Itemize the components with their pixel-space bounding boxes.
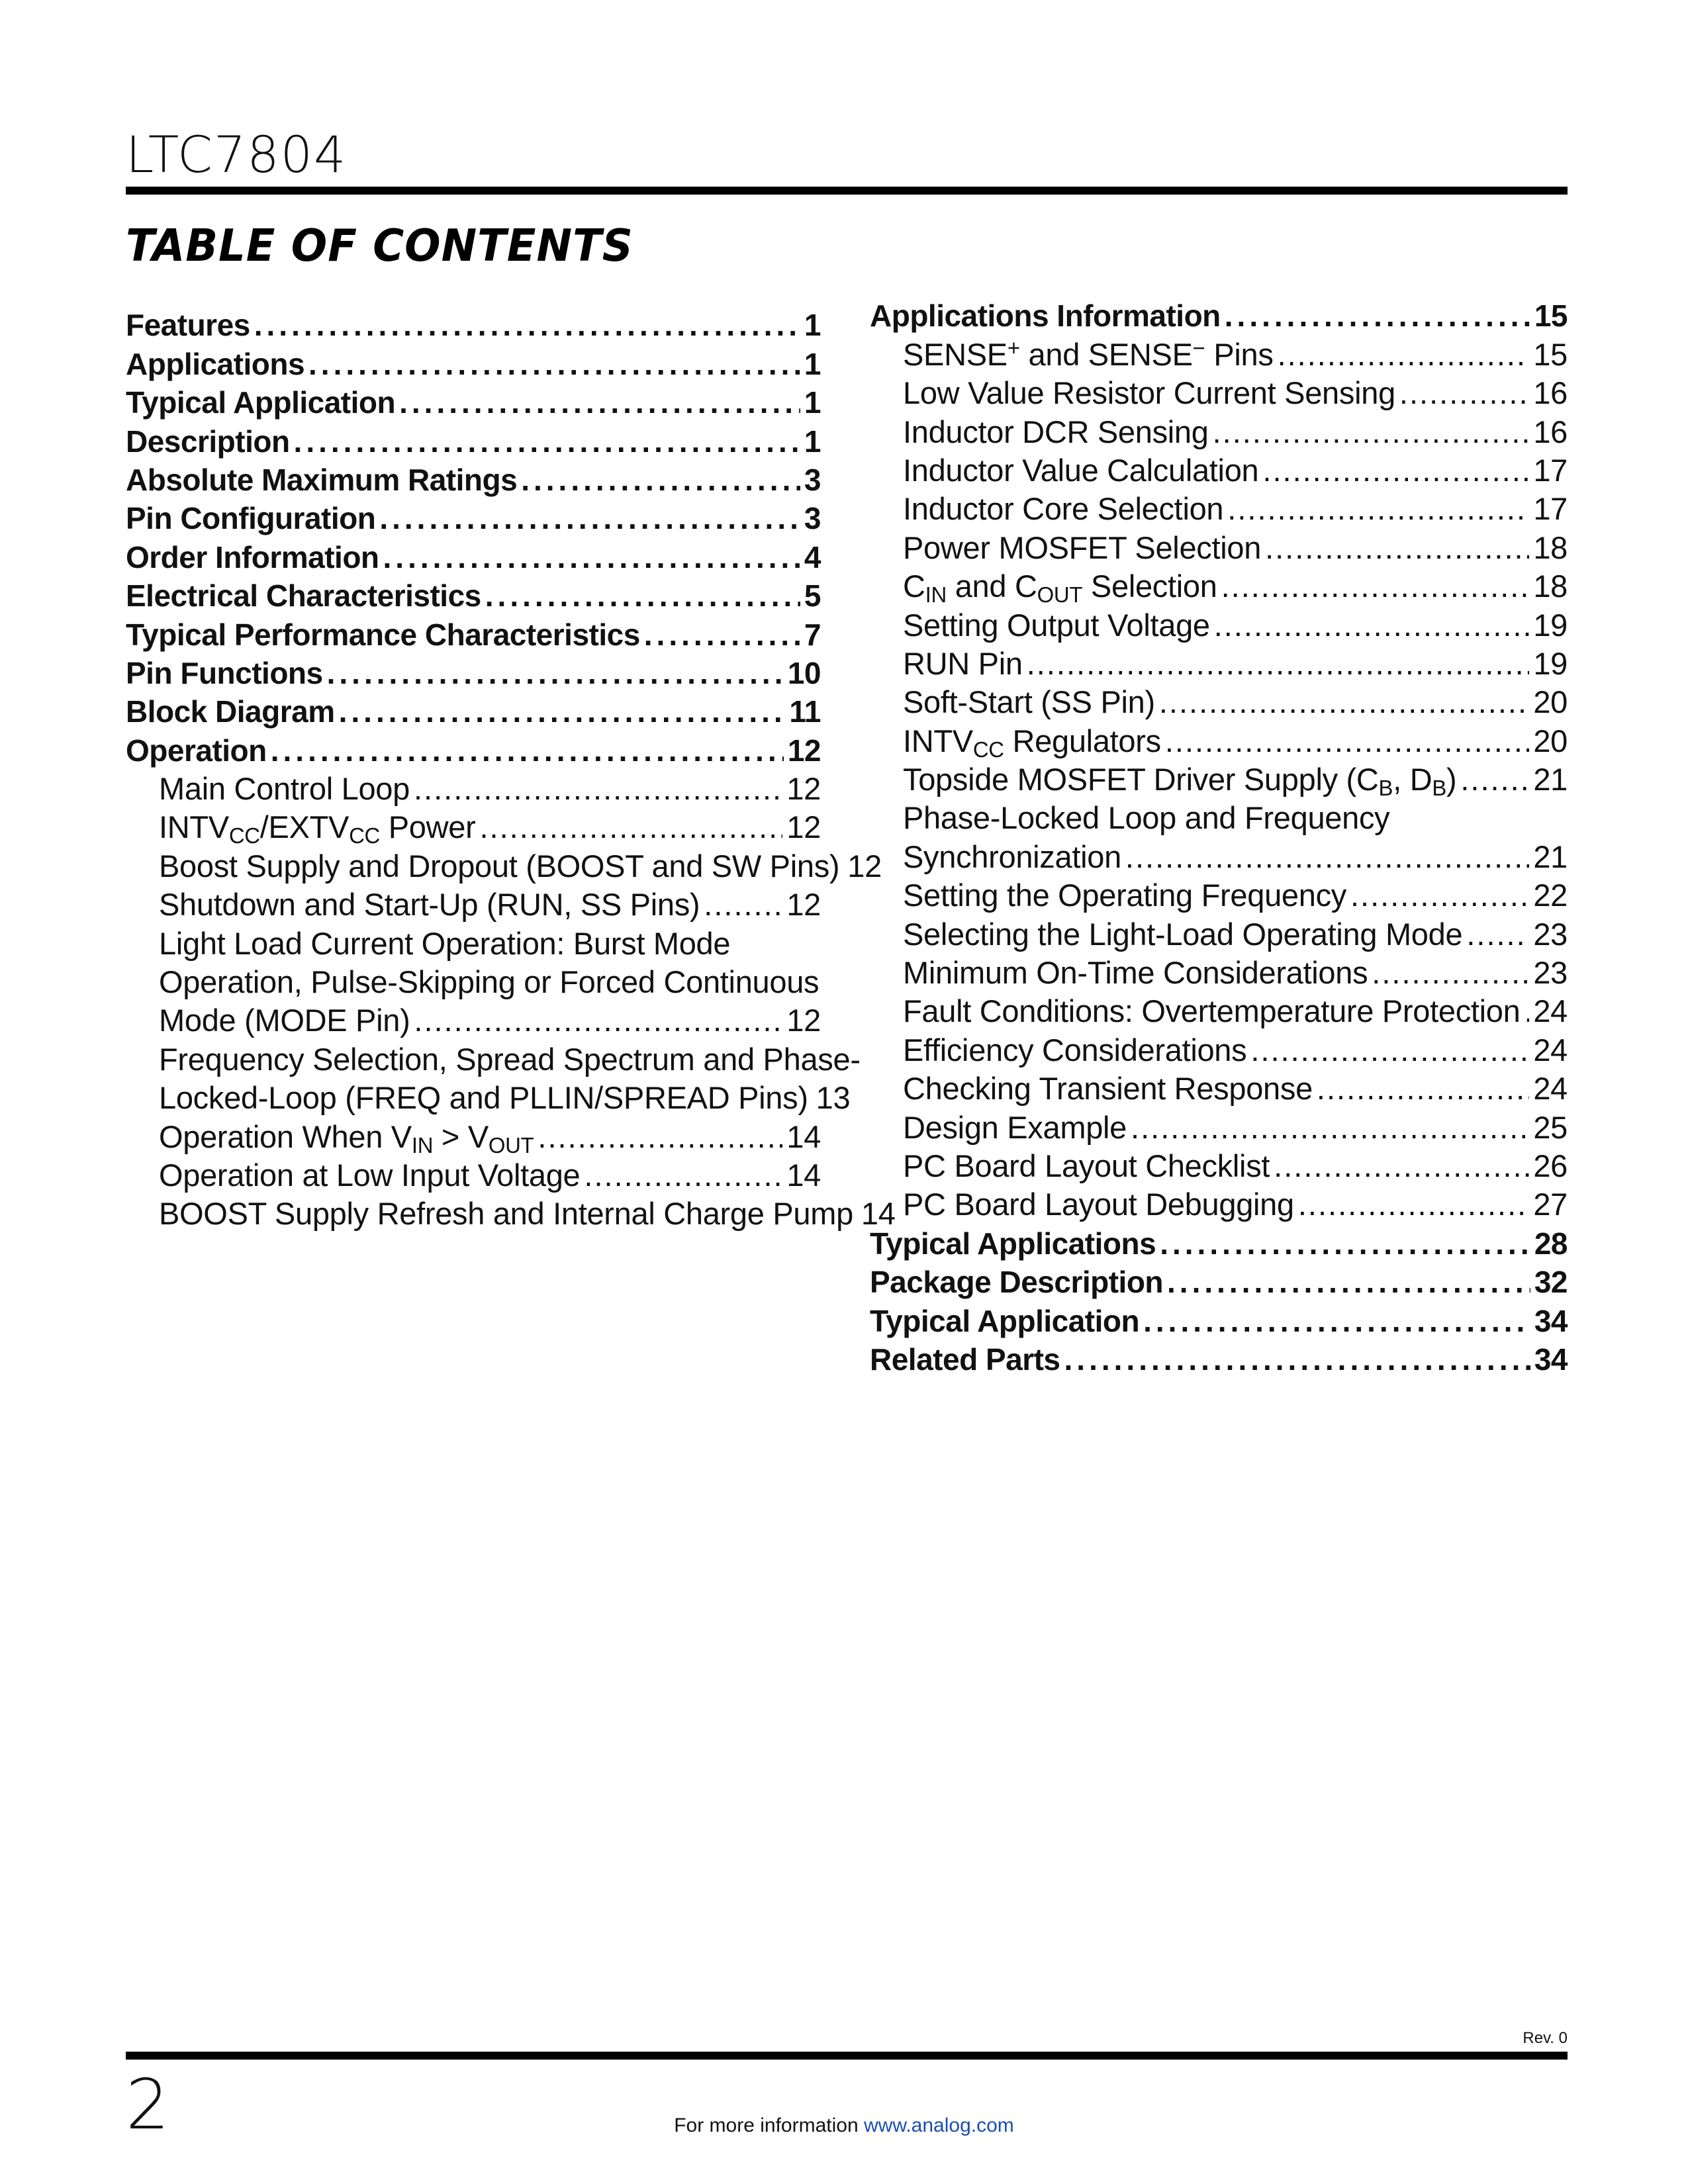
toc-entry-label: Inductor DCR Sensing <box>903 414 1209 449</box>
toc-entry-pin-functions[interactable] <box>126 650 821 688</box>
toc-entry-page: 7 <box>804 617 821 652</box>
toc-entry-page: 21 <box>1533 839 1568 874</box>
toc-entry-page: 24 <box>1533 993 1568 1029</box>
toc-entry-setting-output-voltage[interactable] <box>870 602 1568 643</box>
toc-entry-typical-application[interactable] <box>870 1297 1568 1336</box>
dot-leader <box>254 310 800 340</box>
toc-entry-fault-conditions-overtemperature-protection[interactable] <box>870 988 1568 1029</box>
toc-entry-label: Power MOSFET Selection <box>903 529 1262 565</box>
dot-leader <box>644 619 800 650</box>
toc-entry-page: 20 <box>1533 684 1568 720</box>
toc-entry-pin-configuration[interactable] <box>126 495 821 536</box>
toc-entry-intvcc-regulators[interactable] <box>870 717 1568 762</box>
dot-leader <box>1460 764 1529 795</box>
toc-entry-page: 13 <box>816 1080 851 1116</box>
toc-entry-label: PC Board Layout Debugging <box>903 1187 1294 1222</box>
dot-leader <box>414 773 782 804</box>
dot-leader <box>1165 725 1529 756</box>
toc-entry-order-information[interactable] <box>126 533 821 572</box>
toc-entry-operation[interactable] <box>126 727 821 768</box>
dot-leader <box>1064 1344 1530 1375</box>
toc-entry-label: Boost Supply and Dropout (BOOST and SW Pins) <box>159 848 840 884</box>
toc-entry-label: Typical Application <box>126 385 396 420</box>
toc-entry-label: SENSE+ and SENSE− Pins <box>903 335 1274 372</box>
header-rule <box>126 187 1568 195</box>
toc-entry-electrical-characteristics[interactable] <box>126 572 821 614</box>
toc-entry-page: 21 <box>1533 762 1568 797</box>
toc-entry-label: Synchronization <box>903 839 1121 874</box>
toc-entry-intvcc-extvcc-power[interactable] <box>126 804 821 848</box>
toc-entry-inductor-value-calculation[interactable] <box>870 447 1568 486</box>
toc-entry-related-parts[interactable] <box>870 1336 1568 1375</box>
toc-entry-page: 32 <box>1534 1265 1568 1300</box>
toc-entry-label: PC Board Layout Checklist <box>903 1148 1270 1183</box>
toc-entry-mode-mode-pin[interactable] <box>126 997 821 1036</box>
toc-entry-page: 14 <box>861 1196 896 1232</box>
toc-entry-page: 12 <box>847 848 882 884</box>
dot-leader <box>414 1005 782 1036</box>
toc-entry-features[interactable] <box>126 302 821 343</box>
toc-entry-checking-transient-response[interactable] <box>870 1066 1568 1107</box>
dot-leader <box>1262 455 1529 486</box>
dot-leader <box>521 465 800 495</box>
toc-entry-label: Setting the Operating Frequency <box>903 878 1346 913</box>
dot-leader <box>1278 339 1530 370</box>
toc-entry-page: 24 <box>1533 1071 1568 1107</box>
toc-entry-page: 34 <box>1534 1342 1568 1377</box>
toc-entry-label: Package Description <box>870 1265 1164 1300</box>
dot-leader <box>1131 1112 1529 1143</box>
dot-leader <box>584 1160 782 1191</box>
toc-entry-topside-mosfet-driver-supply-cb-db[interactable] <box>870 756 1568 801</box>
toc-entry-page: 1 <box>804 385 821 420</box>
toc-right-column <box>870 293 1568 1375</box>
toc-entry-label: Checking Transient Response <box>903 1071 1313 1107</box>
dot-leader <box>379 503 800 533</box>
dot-leader <box>1125 841 1529 872</box>
toc-entry-page: 1 <box>804 424 821 459</box>
footer-rule <box>126 2052 1568 2060</box>
footer-info <box>0 2115 1688 2137</box>
toc-entry-description[interactable] <box>126 418 821 459</box>
toc-entry-run-pin[interactable] <box>870 641 1568 679</box>
toc-entry-page: 19 <box>1533 645 1568 681</box>
toc-entry-page: 12 <box>786 887 821 923</box>
dot-leader <box>1265 532 1529 563</box>
dot-leader <box>1524 995 1529 1026</box>
toc-entry-page: 4 <box>804 539 821 574</box>
toc-entry-page: 25 <box>1533 1109 1568 1145</box>
toc-entry-page: 15 <box>1533 336 1568 372</box>
toc-entry-page: 1 <box>804 346 821 381</box>
dot-leader <box>1027 648 1530 679</box>
toc-entry-efficiency-considerations[interactable] <box>870 1026 1568 1068</box>
toc-entry-label: Operation When $V_{IN} > V_{OUT}$ <box>159 1118 534 1158</box>
toc-entry-sense-and-sense-pins[interactable] <box>870 331 1568 372</box>
toc-entry-page: 1 <box>804 308 821 343</box>
toc-entry-soft-start-ss-pin[interactable] <box>870 679 1568 720</box>
toc-entry-label: Operation <box>126 733 267 768</box>
toc-entry-page: 20 <box>1533 723 1568 758</box>
toc-entry-selecting-the-light-load-operating-mode[interactable] <box>870 911 1568 952</box>
toc-entry-page: 12 <box>786 809 821 845</box>
dot-leader <box>1250 1034 1529 1066</box>
toc-entry-light-load-current-operation-burst-mode[interactable] <box>126 920 821 961</box>
dot-leader <box>1143 1306 1530 1336</box>
toc-entry-page: 23 <box>1533 955 1568 991</box>
toc-entry-label: Efficiency Considerations <box>903 1032 1247 1068</box>
dot-leader <box>1214 610 1530 641</box>
toc-entry-page: 18 <box>1533 569 1568 604</box>
dot-leader <box>1160 1228 1530 1259</box>
toc-entry-label: Related Parts <box>870 1342 1060 1377</box>
toc-entry-label: Applications <box>126 346 305 381</box>
toc-entry-label: Features <box>126 308 250 343</box>
toc-entry-applications[interactable] <box>126 340 821 379</box>
toc-entry-label: Frequency Selection, Spread Spectrum and Phase- <box>159 1041 861 1077</box>
dot-leader <box>1372 957 1529 988</box>
toc-entry-page: 12 <box>787 733 821 768</box>
dot-leader <box>327 658 784 688</box>
dot-leader <box>308 349 800 379</box>
toc-entry-cin-and-cout-selection[interactable] <box>870 563 1568 608</box>
toc-entry-label: Setting Output Voltage <box>903 607 1210 643</box>
toc-entry-synchronization[interactable] <box>870 833 1568 872</box>
toc-entry-label: Shutdown and Start-Up (RUN, SS Pins) <box>159 887 700 923</box>
dot-leader <box>1167 1267 1530 1297</box>
dot-leader <box>1317 1073 1529 1104</box>
toc-entry-minimum-on-time-considerations[interactable] <box>870 950 1568 991</box>
toc-entry-page: 16 <box>1533 414 1568 449</box>
toc-entry-page: 17 <box>1533 491 1568 527</box>
toc-entry-inductor-dcr-sensing[interactable] <box>870 408 1568 447</box>
dot-leader <box>399 387 800 418</box>
dot-leader <box>1399 377 1529 408</box>
toc-entry-phase-locked-loop-and-frequency[interactable] <box>870 795 1568 836</box>
toc-entry-page: 14 <box>786 1157 821 1193</box>
toc-entry-page: 19 <box>1533 607 1568 643</box>
toc-entry-page: 24 <box>1533 1032 1568 1068</box>
dot-leader <box>1466 919 1529 950</box>
toc-left-column <box>126 302 896 1232</box>
toc-entry-page: 15 <box>1534 298 1568 334</box>
toc-entry-setting-the-operating-frequency[interactable] <box>870 872 1568 911</box>
toc-entry-inductor-core-selection[interactable] <box>870 486 1568 527</box>
dot-leader <box>339 696 786 727</box>
dot-leader <box>479 811 782 842</box>
dot-leader <box>383 542 800 572</box>
toc-entry-page: 10 <box>787 655 821 690</box>
toc-entry-typical-application[interactable] <box>126 379 821 418</box>
dot-leader <box>1213 416 1530 447</box>
toc-entry-label: Minimum On-Time Considerations <box>903 955 1368 991</box>
toc-entry-page: 12 <box>786 771 821 807</box>
dot-leader <box>485 580 800 611</box>
toc-entry-label: Phase-Locked Loop and Frequency <box>903 800 1390 836</box>
dot-leader <box>1221 570 1530 602</box>
toc-entry-typical-applications[interactable] <box>870 1220 1568 1261</box>
toc-entry-page: 3 <box>804 462 821 497</box>
toc-entry-page: 26 <box>1533 1148 1568 1183</box>
toc-entry-boost-supply-and-dropout-boost-and-sw-pins[interactable] <box>126 842 882 884</box>
toc-entry-operation-when-vin-vout[interactable] <box>126 1113 821 1158</box>
dot-leader <box>1298 1189 1529 1220</box>
toc-entry-label: Topside MOSFET Driver Supply ($C_B$, $D_B$) <box>903 762 1457 801</box>
toc-entry-label: RUN Pin <box>903 645 1023 681</box>
toc-entry-package-description[interactable] <box>870 1259 1568 1300</box>
toc-entry-label: Absolute Maximum Ratings <box>126 462 518 497</box>
toc-entry-label: Operation at Low Input Voltage <box>159 1157 581 1193</box>
toc-entry-pc-board-layout-debugging[interactable] <box>870 1181 1568 1220</box>
toc-entry-page: 16 <box>1533 375 1568 411</box>
toc-entry-label: Selecting the Light-Load Operating Mode <box>903 916 1463 952</box>
toc-entry-page: 17 <box>1533 452 1568 488</box>
toc-entry-label: Soft-Start (SS Pin) <box>903 684 1155 720</box>
toc-entry-design-example[interactable] <box>870 1104 1568 1145</box>
toc-entry-page: 18 <box>1533 529 1568 565</box>
toc-entry-label: BOOST Supply Refresh and Internal Charge Pump <box>159 1196 853 1232</box>
toc-entry-label: Light Load Current Operation: Burst Mode <box>159 925 731 961</box>
toc-entry-label: Applications Information <box>870 298 1221 334</box>
toc-entry-boost-supply-refresh-and-internal-charge-pump[interactable] <box>126 1191 896 1232</box>
part-number: LTC7804 <box>126 125 348 184</box>
toc-entry-label: Block Diagram <box>126 694 335 729</box>
toc-entry-applications-information[interactable] <box>870 293 1568 334</box>
dot-leader <box>294 426 800 457</box>
toc-entry-page: 3 <box>804 501 821 536</box>
toc-entry-page: 14 <box>786 1118 821 1154</box>
toc-entry-page: 23 <box>1533 916 1568 952</box>
toc-entry-label: Locked-Loop (FREQ and PLLIN/SPREAD Pins) <box>159 1080 808 1116</box>
toc-entry-page: 27 <box>1533 1187 1568 1222</box>
toc-entry-label: Design Example <box>903 1109 1127 1145</box>
toc-entry-label: Pin Functions <box>126 655 323 690</box>
toc-entry-page: 11 <box>789 694 821 729</box>
toc-entry-label: Typical Applications <box>870 1226 1156 1261</box>
revision-label: Rev. 0 <box>1523 2029 1568 2047</box>
toc-entry-locked-loop-freq-and-pllin-spread-pins[interactable] <box>126 1075 851 1116</box>
toc-entry-page: 22 <box>1533 878 1568 913</box>
dot-leader <box>704 889 782 920</box>
toc-entry-label: Electrical Characteristics <box>126 578 481 614</box>
dot-leader <box>1227 493 1529 524</box>
dot-leader <box>1159 686 1529 717</box>
toc-entry-label: $INTV_{CC}$ Regulators <box>903 723 1161 762</box>
toc-entry-operation-at-low-input-voltage[interactable] <box>126 1152 821 1191</box>
toc-entry-label: Operation, Pulse-Skipping or Forced Continuous <box>159 964 820 1000</box>
toc-entry-block-diagram[interactable] <box>126 688 821 727</box>
toc-entry-label: Description <box>126 424 290 459</box>
toc-entry-low-value-resistor-current-sensing[interactable] <box>870 370 1568 411</box>
toc-entry-label: Inductor Core Selection <box>903 491 1224 527</box>
toc-entry-label: Inductor Value Calculation <box>903 452 1259 488</box>
toc-entry-page: 28 <box>1534 1226 1568 1261</box>
toc-entry-label: Main Control Loop <box>159 771 410 807</box>
toc-entry-typical-performance-characteristics[interactable] <box>126 611 821 652</box>
toc-entry-operation-pulse-skipping-or-forced-continuous[interactable] <box>126 959 821 1000</box>
dot-leader <box>1350 880 1529 911</box>
dot-leader <box>271 735 784 766</box>
page-number: 2 <box>126 2064 170 2145</box>
page-title: TABLE OF CONTENTS <box>126 220 633 272</box>
toc-entry-label: Typical Performance Characteristics <box>126 617 640 652</box>
toc-entry-label: $C_{IN}$ and $C_{OUT}$ Selection <box>903 569 1217 608</box>
toc-entry-label: Fault Conditions: Overtemperature Protection <box>903 993 1521 1029</box>
toc-entry-shutdown-and-start-up-run-ss-pins[interactable] <box>126 882 821 923</box>
toc-entry-label: Low Value Resistor Current Sensing <box>903 375 1395 411</box>
toc-entry-label: $INTV_{CC}/EXTV_{CC}$ Power <box>159 809 476 848</box>
toc-entry-page: 34 <box>1534 1303 1568 1338</box>
toc-entry-pc-board-layout-checklist[interactable] <box>870 1143 1568 1181</box>
toc-entry-absolute-maximum-ratings[interactable] <box>126 457 821 495</box>
toc-entry-label: Pin Configuration <box>126 501 376 536</box>
dot-leader <box>1274 1150 1529 1181</box>
footer-text: For more information <box>674 2115 859 2136</box>
toc-entry-label: Typical Application <box>870 1303 1140 1338</box>
toc-entry-main-control-loop[interactable] <box>126 766 821 807</box>
dot-leader <box>1225 300 1530 331</box>
toc-entry-label: Order Information <box>126 539 379 574</box>
toc-entry-power-mosfet-selection[interactable] <box>870 524 1568 563</box>
footer-link[interactable]: www.analog.com <box>864 2115 1014 2136</box>
toc-entry-page: 5 <box>804 578 821 614</box>
toc-entry-frequency-selection-spread-spectrum-and-phase[interactable] <box>126 1036 861 1077</box>
toc-entry-page: 12 <box>786 1003 821 1038</box>
dot-leader <box>538 1121 782 1152</box>
toc-entry-label: Mode (MODE Pin) <box>159 1003 410 1038</box>
